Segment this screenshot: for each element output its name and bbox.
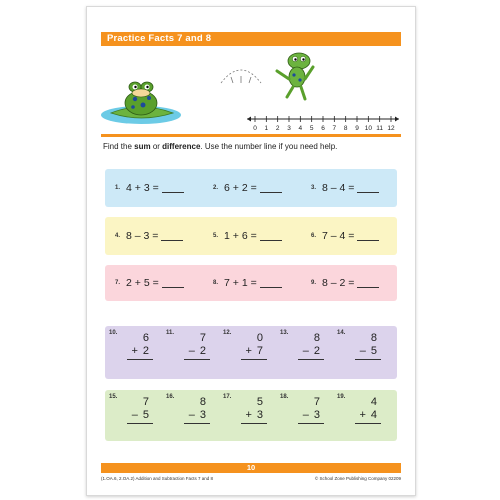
vertical-problem	[223, 394, 273, 440]
operator: +	[131, 345, 138, 357]
problem-row-2	[105, 217, 397, 255]
problem-expression: 8 – 4 =	[322, 182, 355, 194]
number-line-label: 9	[355, 125, 359, 132]
instructions-part: . Use the number line if you need help.	[200, 142, 338, 151]
footer-copyright: © School Zone Publishing Company 02209	[314, 476, 401, 481]
vertical-problem	[280, 394, 330, 440]
answer-blank[interactable]	[162, 278, 184, 288]
problem-number: 10.	[109, 330, 118, 336]
vertical-problem	[166, 394, 216, 440]
answer-blank[interactable]	[162, 183, 184, 193]
bottom-line	[360, 345, 377, 357]
number-line	[247, 116, 399, 132]
problem	[213, 265, 282, 301]
instructions-part: Find the	[103, 142, 135, 151]
instructions-part: or	[150, 142, 163, 151]
operator: –	[188, 409, 195, 421]
number-line-label: 10	[364, 125, 372, 132]
operator: +	[359, 409, 366, 421]
bottom-number: 3	[256, 409, 263, 421]
top-number: 7	[199, 332, 206, 344]
number-line-label: 8	[343, 125, 348, 132]
bottom-number: 3	[313, 409, 320, 421]
problem-number: 16.	[166, 394, 175, 400]
problem-number: 11.	[166, 330, 175, 336]
problem-expression: 8 – 3 =	[126, 230, 159, 242]
operator: +	[245, 409, 252, 421]
answer-blank[interactable]	[161, 231, 183, 241]
answer-line[interactable]	[127, 359, 153, 360]
answer-blank[interactable]	[357, 231, 379, 241]
problem-number: 1.	[115, 185, 121, 191]
answer-line[interactable]	[184, 423, 210, 424]
problem-number: 13.	[280, 330, 289, 336]
problem	[213, 169, 282, 207]
bottom-line	[359, 409, 377, 421]
answer-line[interactable]	[355, 359, 381, 360]
problem-expression: 2 + 5 =	[126, 277, 159, 289]
operator: –	[188, 345, 195, 357]
top-number: 0	[256, 332, 263, 344]
vertical-problem	[109, 394, 159, 440]
problem-number: 19.	[337, 394, 346, 400]
answer-line[interactable]	[298, 423, 324, 424]
divider-rule	[101, 134, 401, 137]
problem-number: 3.	[311, 185, 317, 191]
problem	[311, 217, 379, 255]
problem-expression: 7 + 1 =	[224, 277, 257, 289]
problem	[115, 169, 184, 207]
problem-number: 2.	[213, 185, 219, 191]
top-number: 6	[142, 332, 149, 344]
problem-number: 17.	[223, 394, 232, 400]
operator: –	[359, 345, 366, 357]
problem	[213, 217, 282, 255]
bottom-number: 4	[370, 409, 377, 421]
vertical-problem	[337, 330, 387, 376]
top-number: 7	[313, 396, 320, 408]
vertical-problem	[280, 330, 330, 376]
answer-line[interactable]	[355, 423, 381, 424]
number-line-label: 7	[332, 125, 337, 132]
top-number: 4	[370, 396, 377, 408]
number-line-label: 0	[253, 125, 257, 132]
answer-blank[interactable]	[260, 183, 282, 193]
bottom-line	[303, 345, 320, 357]
number-line-label: 11	[376, 125, 384, 132]
bottom-line	[132, 409, 149, 421]
problem-number: 18.	[280, 394, 289, 400]
vertical-problem	[166, 330, 216, 376]
problem	[311, 169, 379, 207]
instructions-bold-sum: sum	[134, 142, 151, 151]
bottom-line	[245, 409, 263, 421]
operator: +	[245, 345, 252, 357]
problem-number: 14.	[337, 330, 346, 336]
bottom-number: 5	[142, 409, 149, 421]
problem-number: 4.	[115, 233, 121, 239]
top-number: 7	[142, 396, 149, 408]
problem-number: 15.	[109, 394, 118, 400]
problem-number: 9.	[311, 280, 317, 286]
answer-line[interactable]	[298, 359, 324, 360]
instructions-bold-difference: difference	[162, 142, 201, 151]
bottom-line	[189, 345, 206, 357]
problem-row-3	[105, 265, 397, 301]
footer-standards: (1.OA.6, 2.OA.2) Addition and Subtraction Facts 7 and 8	[101, 476, 214, 481]
bottom-number: 2	[142, 345, 149, 357]
number-line-label: 5	[309, 125, 314, 132]
vertical-problem	[337, 394, 387, 440]
number-line-label: 6	[321, 125, 325, 132]
problem-expression: 7 – 4 =	[322, 230, 355, 242]
answer-blank[interactable]	[357, 278, 379, 288]
top-number: 5	[256, 396, 263, 408]
operator: –	[302, 345, 309, 357]
sitting-frog-icon	[125, 82, 157, 115]
problem-number: 12.	[223, 330, 232, 336]
answer-line[interactable]	[184, 359, 210, 360]
bottom-line	[189, 409, 206, 421]
footer-bar	[101, 463, 401, 473]
operator: –	[131, 409, 138, 421]
problem	[311, 265, 379, 301]
page-number: 10	[246, 463, 256, 472]
problem-expression: 1 + 6 =	[224, 230, 257, 242]
bottom-line	[131, 345, 149, 357]
bottom-number: 2	[313, 345, 320, 357]
problem-row-1	[105, 169, 397, 207]
instructions-text	[103, 142, 337, 151]
vertical-problem	[223, 330, 273, 376]
top-number: 8	[370, 332, 377, 344]
bottom-line	[245, 345, 263, 357]
number-line-label: 12	[387, 125, 395, 132]
frog-illustration	[101, 49, 401, 134]
page-title: Practice Facts 7 and 8	[107, 33, 212, 44]
answer-line[interactable]	[241, 359, 267, 360]
vertical-problem-row-1	[105, 326, 397, 379]
operator: –	[302, 409, 309, 421]
problem-number: 5.	[213, 233, 219, 239]
answer-line[interactable]	[241, 423, 267, 424]
problem	[115, 265, 184, 301]
bottom-number: 2	[199, 345, 206, 357]
splash-lines	[231, 76, 251, 83]
bottom-number: 7	[256, 345, 263, 357]
top-number: 8	[313, 332, 320, 344]
problem-expression: 6 + 2 =	[224, 182, 257, 194]
answer-line[interactable]	[127, 423, 153, 424]
problem-number: 7.	[115, 280, 121, 286]
number-line-label: 2	[275, 125, 280, 132]
vertical-problem	[109, 330, 159, 376]
number-line-label: 1	[264, 125, 269, 132]
answer-blank[interactable]	[260, 278, 282, 288]
number-line-label: 3	[287, 125, 291, 132]
answer-blank[interactable]	[260, 231, 282, 241]
title-bar	[101, 32, 401, 46]
problem-number: 8.	[213, 280, 219, 286]
bottom-number: 5	[370, 345, 377, 357]
answer-blank[interactable]	[357, 183, 379, 193]
bottom-number: 3	[199, 409, 206, 421]
vertical-problem-row-2	[105, 390, 397, 441]
problem-number: 6.	[311, 233, 317, 239]
bottom-line	[303, 409, 320, 421]
problem-expression: 4 + 3 =	[126, 182, 159, 194]
problem-expression: 8 – 2 =	[322, 277, 355, 289]
top-number: 8	[199, 396, 206, 408]
worksheet-page	[86, 6, 416, 496]
leaping-frog-icon	[277, 53, 313, 99]
number-line-label: 4	[298, 125, 303, 132]
problem	[115, 217, 183, 255]
